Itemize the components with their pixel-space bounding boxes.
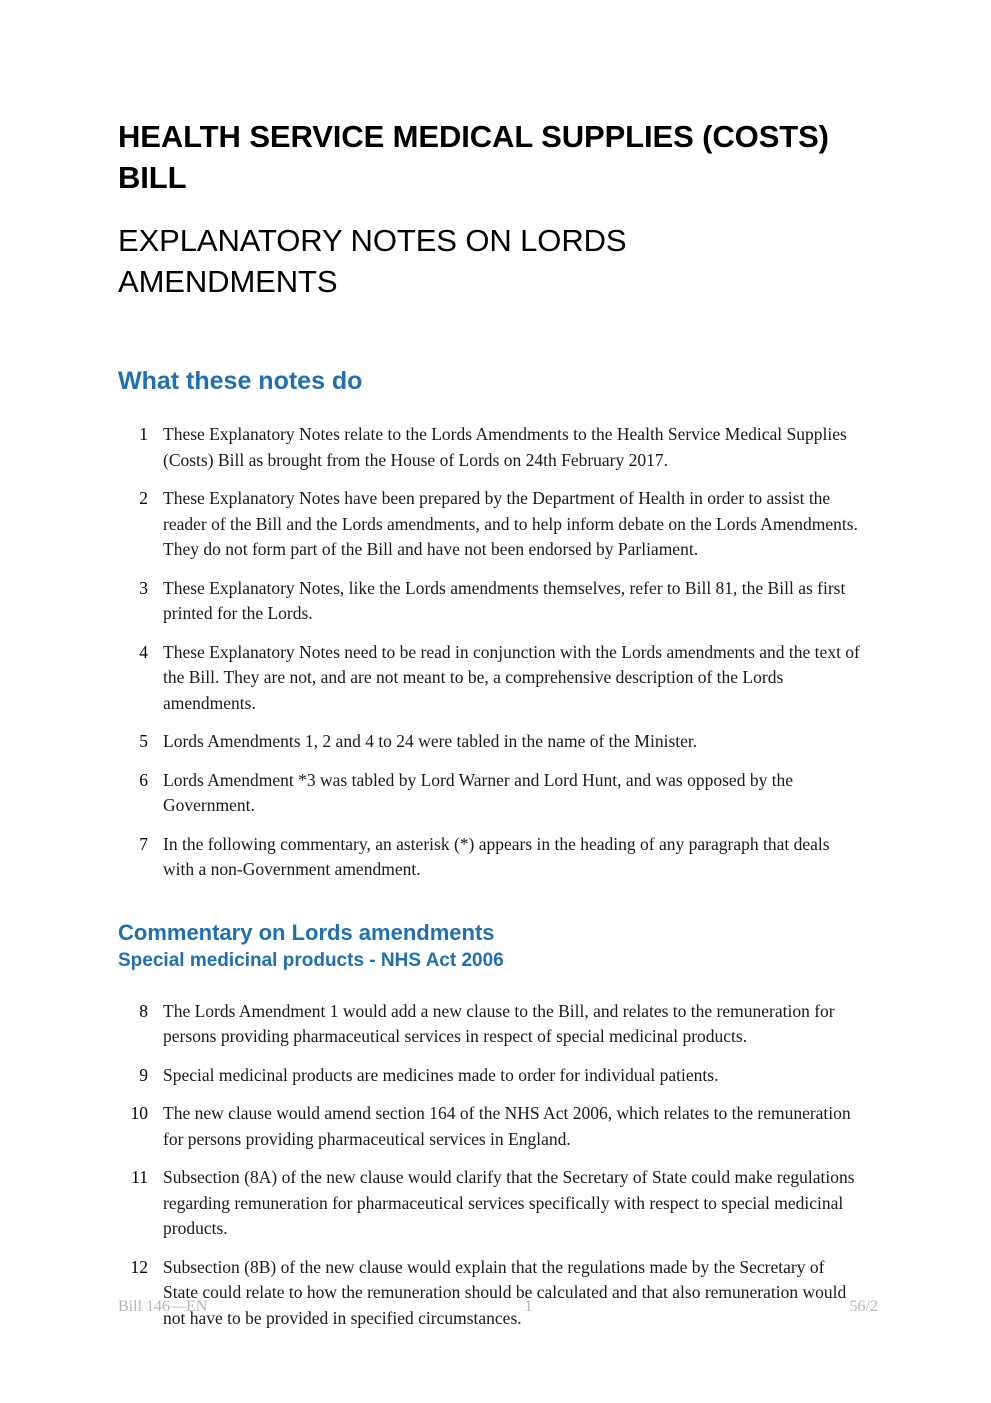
paragraph-number: 6 bbox=[139, 769, 148, 790]
paragraph-number: 3 bbox=[139, 577, 148, 598]
list-item bbox=[118, 999, 878, 1050]
page-content bbox=[118, 0, 878, 1331]
paragraph-number: 8 bbox=[139, 1000, 148, 1021]
paragraph-number: 2 bbox=[139, 488, 148, 508]
footer-print-number: 56/2 bbox=[849, 1298, 878, 1315]
paragraph-number: 5 bbox=[139, 731, 148, 751]
list-item bbox=[118, 768, 878, 819]
footer-page-number: 1 bbox=[524, 1298, 533, 1315]
paragraph-text: In the following commentary, an asterisk (*) appears in the heading of any paragraph that deals with a non-Government amendment. bbox=[163, 833, 830, 879]
paragraph-text: These Explanatory Notes, like the Lords amendments themselves, refer to Bill 81, the Bill as first printed for the Lords. bbox=[163, 577, 846, 623]
paragraph-text: These Explanatory Notes need to be read in conjunction with the Lords amendments and the text of the Bill. They are not, and are not meant to be, a comprehensive description of the Lords amendments. bbox=[163, 641, 860, 713]
paragraph-text: Special medicinal products are medicines made to order for individual patients. bbox=[163, 1064, 719, 1085]
paragraph-number: 10 bbox=[130, 1103, 148, 1123]
list-item bbox=[118, 640, 878, 717]
list-item bbox=[118, 832, 878, 883]
paragraph-number: 12 bbox=[130, 1256, 148, 1277]
page-footer bbox=[118, 1296, 878, 1318]
list-item bbox=[118, 1063, 878, 1089]
list-item bbox=[118, 486, 878, 563]
section-subheading-special-medicinal-products: Special medicinal products - NHS Act 2006 bbox=[118, 949, 504, 971]
list-item bbox=[118, 422, 878, 473]
paragraph-text: Subsection (8A) of the new clause would clarify that the Secretary of State could make regulations regarding remuneration for pharmaceutical services specifically with respect to special medicinal products. bbox=[163, 1167, 855, 1238]
section-heading-what-these-notes-do: What these notes do bbox=[118, 367, 363, 395]
paragraph-number: 4 bbox=[139, 641, 148, 662]
paragraph-number: 11 bbox=[131, 1167, 148, 1187]
list-item bbox=[118, 1255, 878, 1332]
paragraph-text: The new clause would amend section 164 of the NHS Act 2006, which relates to the remuneration for persons providing pharmaceutical services in England. bbox=[163, 1103, 851, 1149]
paragraph-text: These Explanatory Notes relate to the Lords Amendments to the Health Service Medical Supplies (Costs) Bill as brought from the House of Lords on 24th February 2017. bbox=[163, 424, 847, 470]
footer-bill-reference: Bill 146—EN bbox=[118, 1298, 208, 1315]
page-title: HEALTH SERVICE MEDICAL SUPPLIES (COSTS) BILL bbox=[118, 119, 829, 195]
paragraph-number: 7 bbox=[139, 833, 148, 854]
paragraph-text: These Explanatory Notes have been prepared by the Department of Health in order to assist the reader of the Bill and the Lords amendments, and to help inform debate on the Lords Amendments. They do not form part of the Bill and have not been endorsed by Parliament. bbox=[163, 488, 858, 559]
paragraph-number: 1 bbox=[139, 424, 148, 444]
notes-paragraph-list bbox=[118, 396, 878, 883]
page-subtitle: EXPLANATORY NOTES ON LORDS AMENDMENTS bbox=[118, 223, 627, 299]
list-item bbox=[118, 729, 878, 755]
paragraph-text: The Lords Amendment 1 would add a new clause to the Bill, and relates to the remuneration for persons providing pharmaceutical services in respect of special medicinal products. bbox=[163, 1000, 835, 1046]
paragraph-text: Subsection (8B) of the new clause would explain that the regulations made by the Secretary of State could relate to how the remuneration should be calculated and that also remuneration would not have to be provided in specified circumstances. bbox=[163, 1256, 847, 1328]
paragraph-text: Lords Amendment *3 was tabled by Lord Warner and Lord Hunt, and was opposed by the Government. bbox=[163, 769, 794, 815]
list-item bbox=[118, 576, 878, 627]
list-item bbox=[118, 1101, 878, 1152]
section-heading-commentary: Commentary on Lords amendments bbox=[118, 919, 495, 945]
commentary-paragraph-list bbox=[118, 973, 878, 1332]
list-item bbox=[118, 1165, 878, 1242]
paragraph-text: Lords Amendments 1, 2 and 4 to 24 were tabled in the name of the Minister. bbox=[163, 731, 698, 751]
paragraph-number: 9 bbox=[139, 1064, 148, 1085]
